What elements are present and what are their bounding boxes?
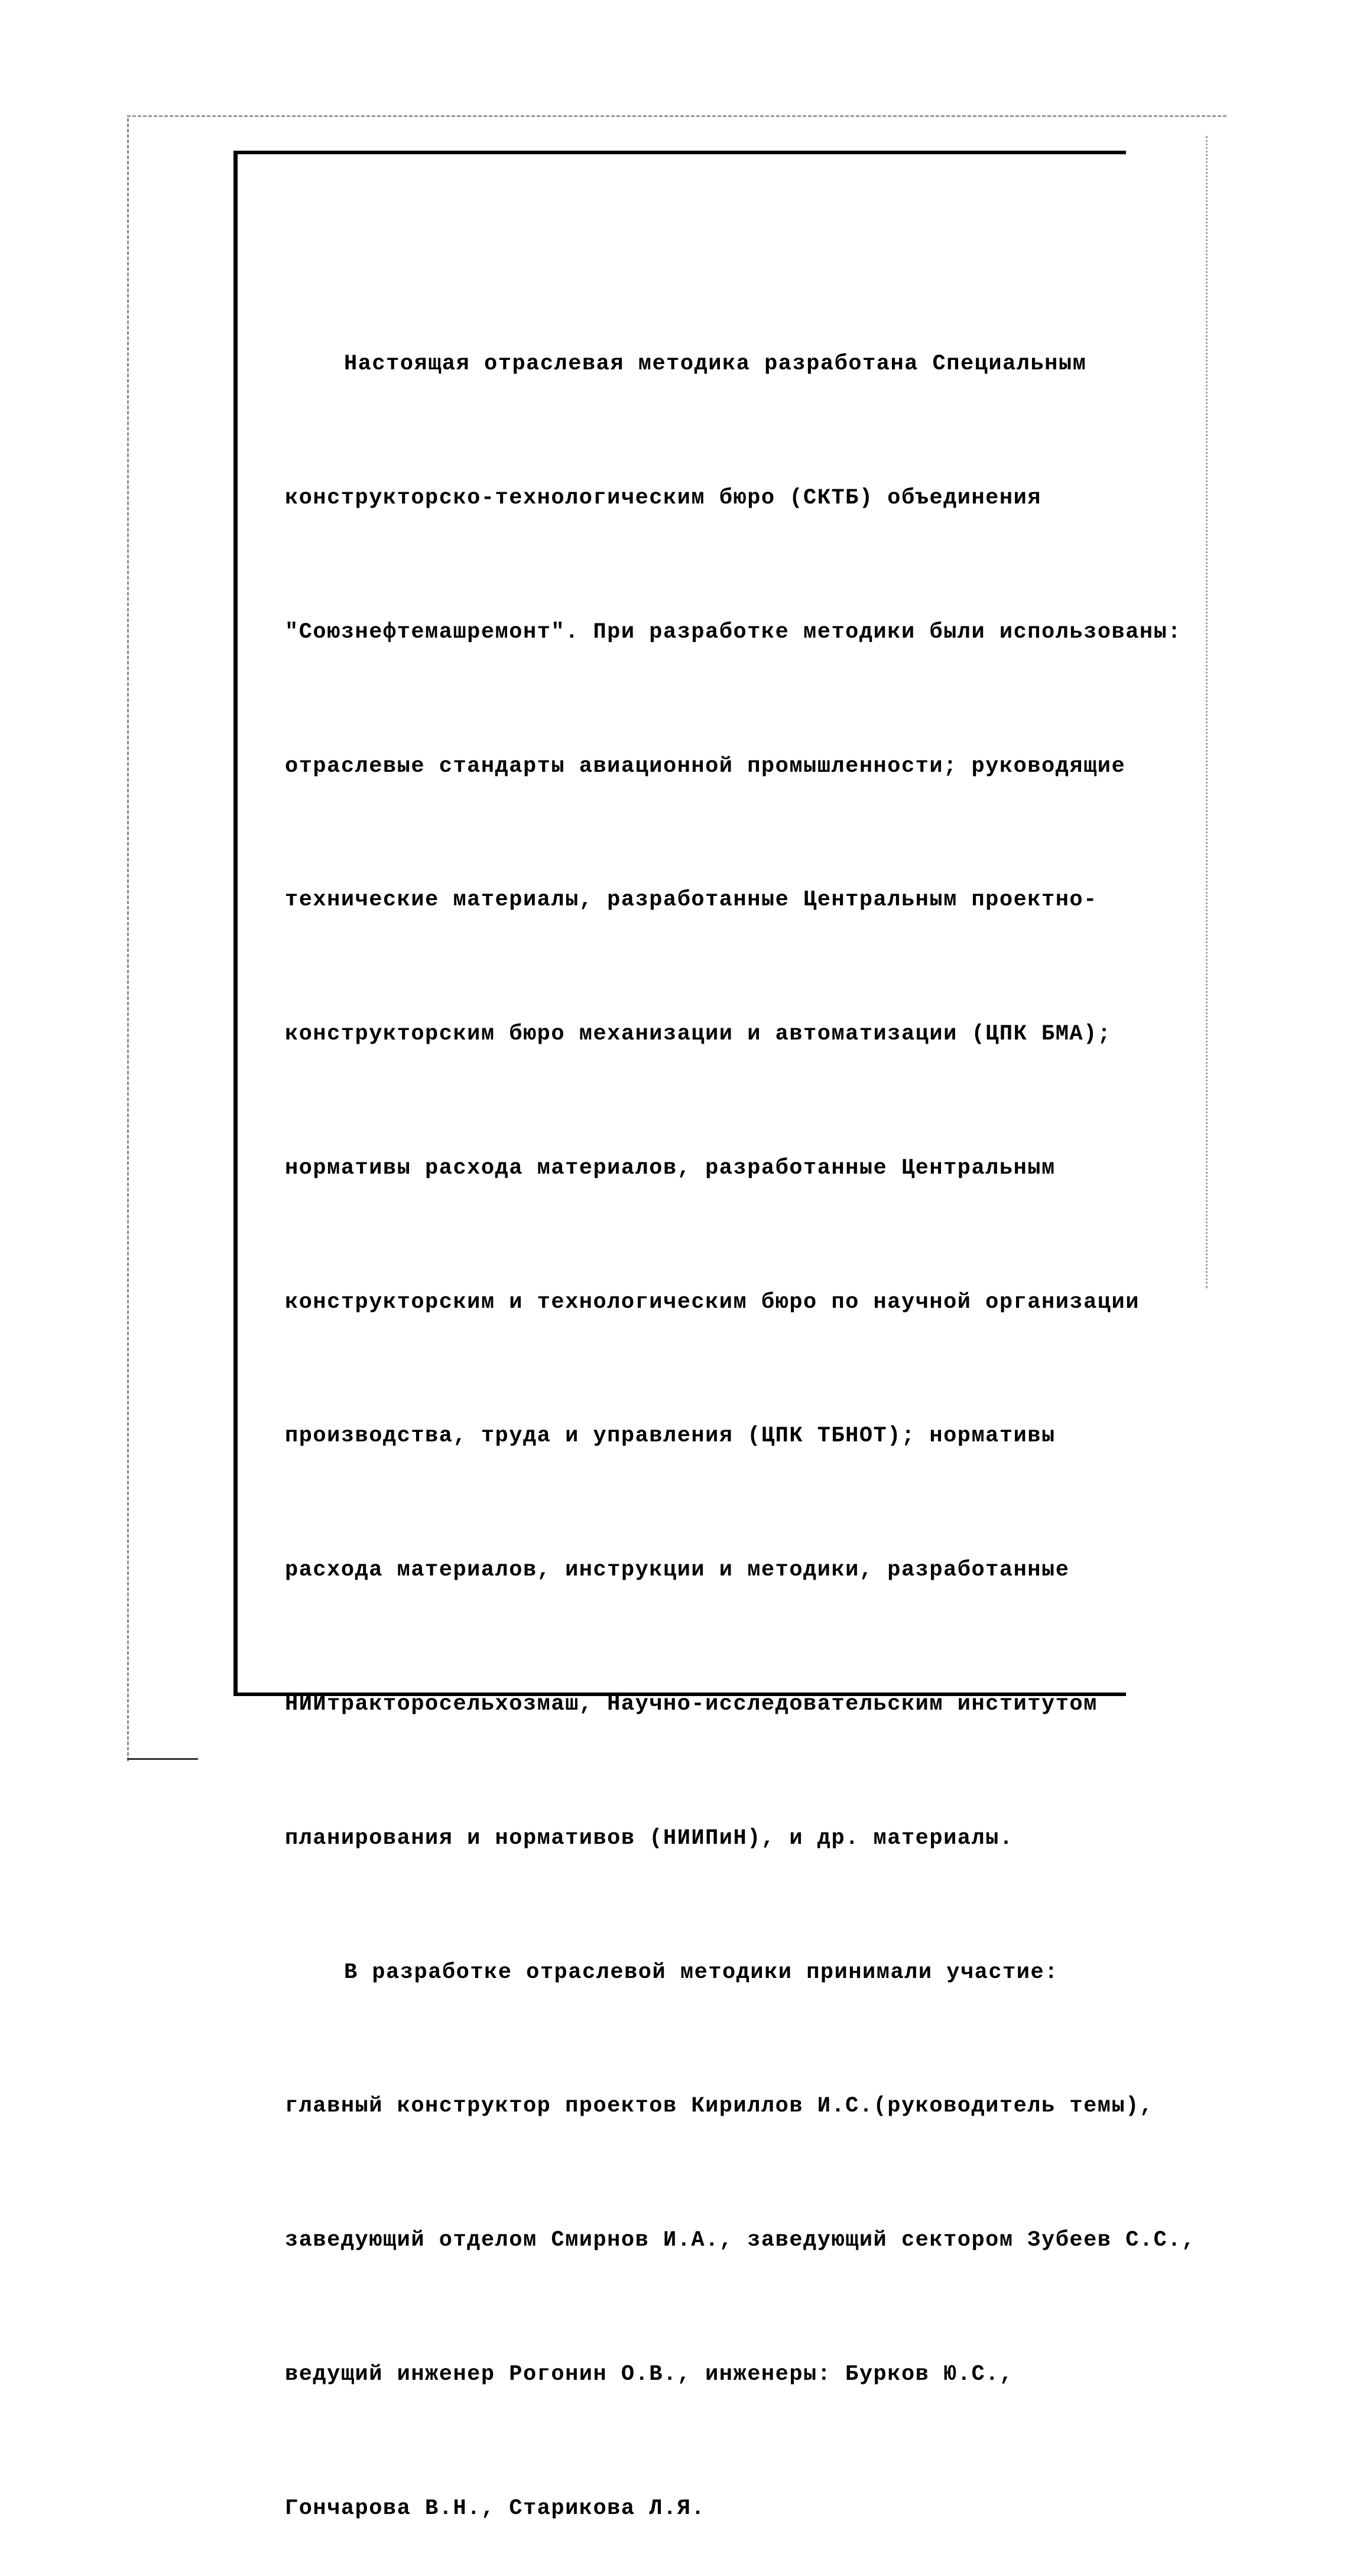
- text-line: конструкторским и технологическим бюро по научной организации: [285, 1289, 1140, 1315]
- text-line: планирования и нормативов (НИИПиН), и др. материалы.: [285, 1825, 1014, 1851]
- text-line: Настоящая отраслевая методика разработана Специальным: [344, 352, 1087, 377]
- text-line: НИИтракторосельхозмаш, Научно-исследовательским институтом: [285, 1692, 1098, 1717]
- scan-edge-bottom: [127, 1758, 198, 1760]
- scan-edge-top: [127, 115, 1226, 117]
- text-line: В разработке отраслевой методики принимали участие:: [344, 1960, 1059, 1985]
- text-line: производства, труда и управления (ЦПК ТБНОТ); нормативы: [285, 1424, 1056, 1449]
- scan-edge-left: [127, 118, 129, 1761]
- text-line: "Союзнефтемашремонт". При разработке методики были использованы:: [285, 619, 1182, 645]
- text-line: расхода материалов, инструкции и методики, разработанные: [285, 1558, 1070, 1583]
- text-line: главный конструктор проектов Кириллов И.С.(руководитель темы),: [285, 2094, 1154, 2119]
- text-line: ведущий инженер Рогонин О.В., инженеры: Бурков Ю.С.,: [285, 2361, 1014, 2387]
- text-line: Гончарова В.Н., Старикова Л.Я.: [285, 2496, 706, 2521]
- text-line: отраслевые стандарты авиационной промышленности; руководящие: [285, 753, 1126, 779]
- text-line: нормативы расхода материалов, разработанные Центральным: [285, 1155, 1056, 1181]
- text-line: конструкторско-технологическим бюро (СКТБ) объединения: [285, 485, 1041, 511]
- document-body: [285, 253, 1207, 2576]
- text-line: технические материалы, разработанные Центральным проектно-: [285, 888, 1098, 913]
- text-line: конструкторским бюро механизации и автоматизации (ЦПК БМА);: [285, 1022, 1112, 1047]
- text-line: заведующий отделом Смирнов И.А., заведующий сектором Зубеев С.С.,: [285, 2228, 1196, 2253]
